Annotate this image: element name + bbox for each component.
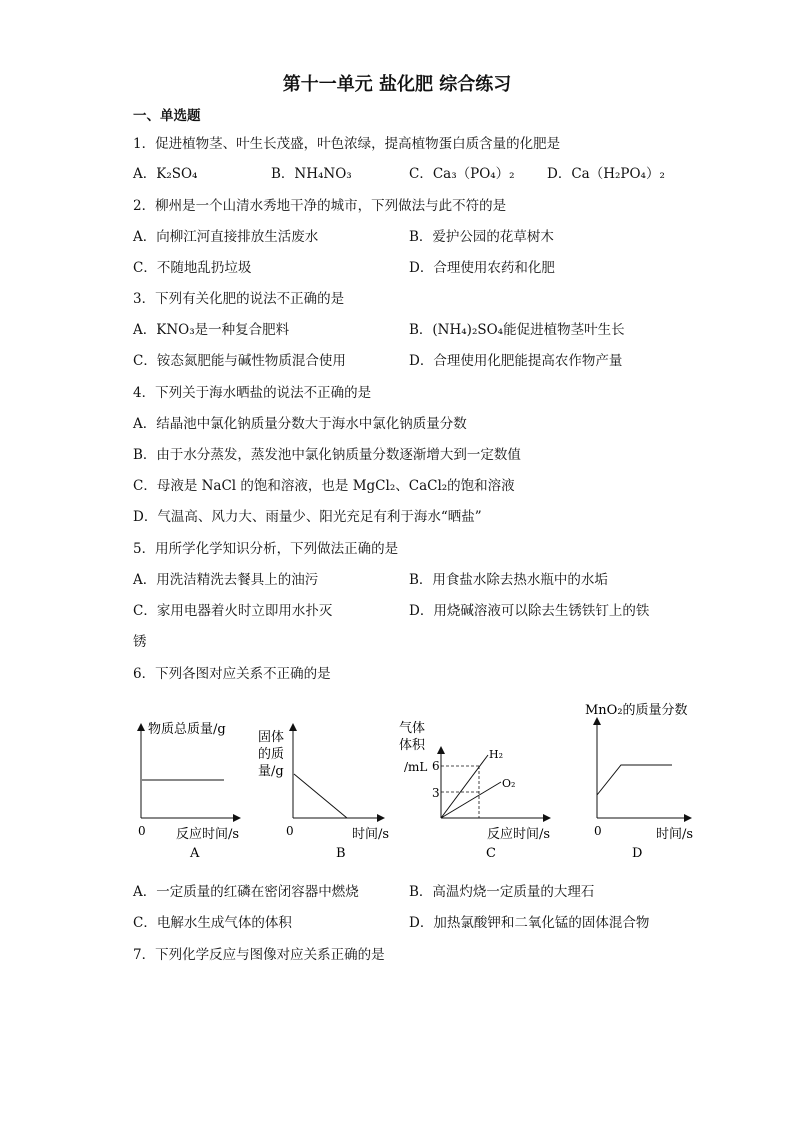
graph-b-ylabel-2: 的质 — [258, 747, 285, 762]
question-5-option-c[interactable]: C．家用电器着火时立即用水扑灭 — [133, 603, 333, 619]
question-2-option-d[interactable]: D．合理使用农药和化肥 — [409, 260, 555, 276]
question-6-graphs — [0, 695, 794, 875]
question-1-stem: 1．促进植物茎、叶生长茂盛，叶色浓绿，提高植物蛋白质含量的化肥是 — [133, 136, 561, 152]
graph-b — [258, 727, 389, 861]
question-1-option-d[interactable]: D．Ca（H₂PO₄）₂ — [547, 166, 665, 182]
graph-b-xlabel: 时间/s — [352, 827, 390, 842]
graph-d-origin: 0 — [594, 824, 602, 838]
graph-c-ylabel-3: /mL — [404, 760, 428, 774]
question-4-option-a[interactable]: A．结晶池中氯化钠质量分数大于海水中氯化钠质量分数 — [133, 416, 467, 432]
graph-c-h2-line — [441, 755, 488, 818]
question-7-stem: 7．下列化学反应与图像对应关系正确的是 — [133, 947, 385, 963]
question-5-option-a[interactable]: A．用洗洁精洗去餐具上的油污 — [133, 572, 319, 588]
question-2-option-a[interactable]: A．向柳江河直接排放生活废水 — [133, 229, 319, 245]
question-5-option-d[interactable]: D．用烧碱溶液可以除去生锈铁钉上的铁 — [409, 603, 650, 619]
question-1-option-a[interactable]: A．K₂SO₄ — [133, 166, 198, 182]
graph-c-o2-label: O₂ — [502, 777, 516, 790]
question-6-stem: 6．下列各图对应关系不正确的是 — [133, 666, 331, 682]
question-4-option-c[interactable]: C．母液是 NaCl 的饱和溶液，也是 MgCl₂、CaCl₂的饱和溶液 — [133, 478, 515, 494]
question-2-stem: 2．柳州是一个山清水秀地干净的城市，下列做法与此不符的是 — [133, 198, 507, 214]
graph-c — [399, 720, 550, 861]
graph-c-xlabel: 反应时间/s — [487, 827, 551, 842]
graph-c-tick-3: 3 — [432, 786, 440, 800]
question-2-option-c[interactable]: C．不随地乱扔垃圾 — [133, 260, 252, 276]
graph-c-ylabel-2: 体积 — [399, 738, 426, 753]
graph-a — [138, 721, 239, 861]
question-1-option-c[interactable]: C．Ca₃（PO₄）₂ — [409, 166, 515, 182]
question-3-option-d[interactable]: D．合理使用化肥能提高农作物产量 — [409, 353, 623, 369]
question-6-option-c[interactable]: C．电解水生成气体的体积 — [133, 915, 292, 931]
question-6-option-d[interactable]: D．加热氯酸钾和二氧化锰的固体混合物 — [409, 915, 650, 931]
graph-c-letter: C — [486, 846, 496, 861]
question-5-option-b[interactable]: B．用食盐水除去热水瓶中的水垢 — [409, 572, 608, 588]
graph-a-letter: A — [190, 846, 200, 861]
question-5-option-d-continued: 锈 — [133, 634, 147, 650]
question-3-option-b[interactable]: B．(NH₄)₂SO₄能促进植物茎叶生长 — [409, 322, 625, 338]
question-3-option-c[interactable]: C．铵态氮肥能与碱性物质混合使用 — [133, 353, 346, 369]
graph-b-letter: B — [336, 846, 346, 861]
graph-a-origin: 0 — [138, 824, 146, 838]
section-heading: 一、单选题 — [133, 108, 201, 124]
graph-c-ylabel-1: 气体 — [399, 721, 426, 736]
graph-b-origin: 0 — [286, 824, 294, 838]
graph-d-curve — [597, 765, 672, 795]
graph-b-ylabel-1: 固体 — [258, 730, 285, 745]
graph-d-letter: D — [632, 846, 643, 861]
question-3-option-a[interactable]: A．KNO₃是一种复合肥料 — [133, 322, 290, 338]
graph-b-curve — [294, 774, 347, 818]
graph-a-xlabel: 反应时间/s — [176, 827, 240, 842]
question-4-stem: 4．下列关于海水晒盐的说法不正确的是 — [133, 385, 372, 401]
graph-d-ylabel: MnO₂的质量分数 — [585, 703, 688, 718]
graph-d-xlabel: 时间/s — [656, 827, 694, 842]
graph-c-o2-line — [441, 782, 501, 818]
page-title: 第十一单元 盐化肥 综合练习 — [282, 74, 512, 95]
graph-d — [585, 702, 693, 861]
graph-a-ylabel: 物质总质量/g — [148, 722, 226, 737]
graph-b-ylabel-3: 量/g — [258, 764, 284, 779]
question-4-option-d[interactable]: D．气温高、风力大、雨量少、阳光充足有利于海水“晒盐” — [133, 509, 482, 525]
question-3-stem: 3．下列有关化肥的说法不正确的是 — [133, 291, 345, 307]
question-5-stem: 5．用所学化学知识分析，下列做法正确的是 — [133, 541, 399, 557]
question-4-option-b[interactable]: B．由于水分蒸发，蒸发池中氯化钠质量分数逐渐增大到一定数值 — [133, 447, 521, 463]
question-2-option-b[interactable]: B．爱护公园的花草树木 — [409, 229, 554, 245]
question-1-option-b[interactable]: B．NH₄NO₃ — [271, 166, 352, 182]
question-6-option-a[interactable]: A．一定质量的红磷在密闭容器中燃烧 — [133, 884, 359, 900]
question-6-option-b[interactable]: B．高温灼烧一定质量的大理石 — [409, 884, 595, 900]
graph-c-h2-label: H₂ — [489, 748, 504, 761]
graph-c-tick-6: 6 — [432, 759, 440, 773]
